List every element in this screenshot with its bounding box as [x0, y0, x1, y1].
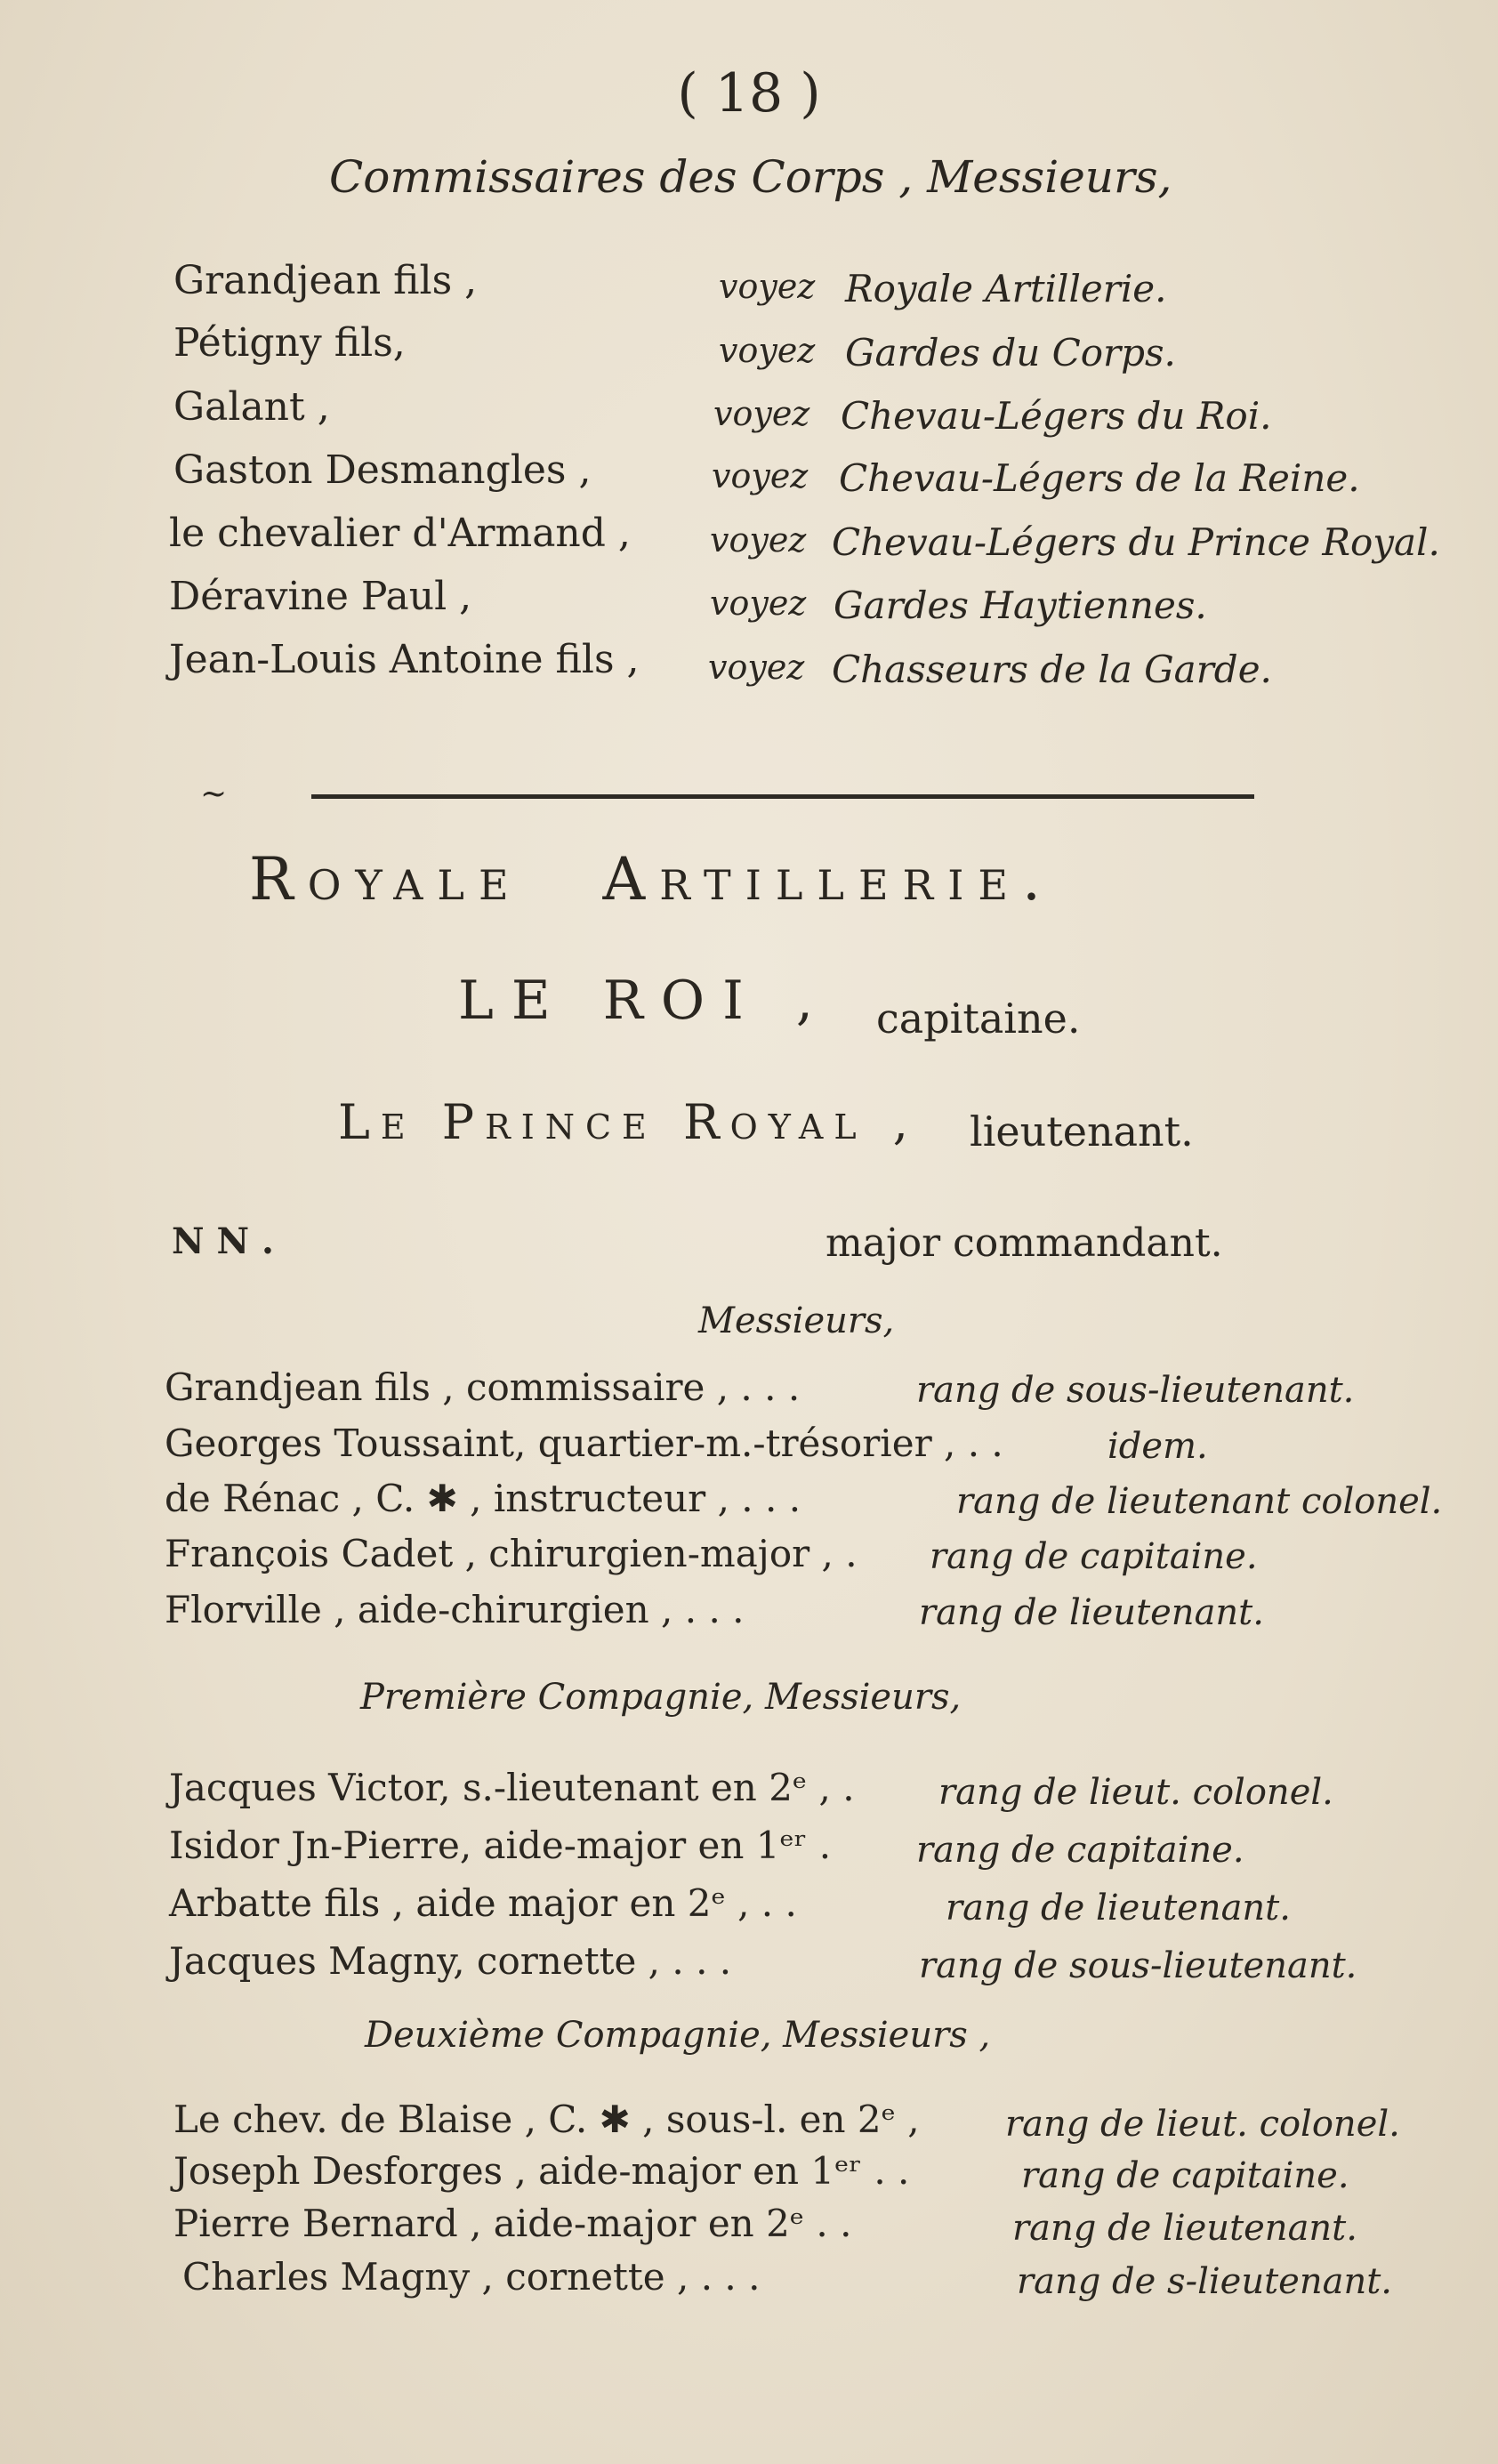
company-member-rank: rang de lieutenant. [1012, 2208, 1357, 2249]
page-number: ( 18 ) [677, 62, 821, 125]
voyez-label: voyez [719, 267, 816, 306]
section-title-part1: Royale [249, 845, 523, 914]
voyez-label: voyez [719, 331, 816, 370]
voyez-label: voyez [710, 584, 807, 623]
staff-entry: de Rénac , C. ✱ , instructeur , . . . [165, 1477, 801, 1520]
company-member-entry: Jacques Magny, cornette , . . . [169, 1939, 732, 1983]
section-divider [311, 794, 1254, 799]
commissioner-name: Jean-Louis Antoine fils , [169, 637, 640, 682]
staff-rank: rang de lieutenant. [919, 1592, 1264, 1633]
staff-entry: François Cadet , chirurgien-major , . [165, 1532, 858, 1575]
voyez-label: voyez [713, 394, 810, 433]
commissioner-name: le chevalier d'Armand , [169, 511, 631, 556]
major-role: major commandant. [826, 1220, 1223, 1266]
commissioner-name: Galant , [173, 384, 330, 430]
staff-heading: Messieurs, [698, 1300, 895, 1341]
commissioner-ref: Gardes Haytiennes. [834, 584, 1207, 627]
voyez-label: voyez [712, 456, 809, 495]
commissioner-ref: Royale Artillerie. [845, 267, 1167, 310]
commissioners-heading: Commissaires des Corps , Messieurs, [329, 151, 1172, 203]
company-member-entry: Jacques Victor, s.-lieutenant en 2ᵉ , . [169, 1766, 855, 1809]
lieutenant-name: Le Prince Royal , [338, 1094, 919, 1150]
rule-mark: ~ [200, 776, 228, 812]
company-member-rank: rang de lieutenant. [946, 1888, 1291, 1929]
voyez-label: voyez [710, 520, 807, 560]
company-member-rank: rang de s-lieutenant. [1017, 2261, 1393, 2302]
commissioner-name: Déravine Paul , [169, 574, 472, 619]
company-member-rank: rang de sous-lieutenant. [919, 1945, 1357, 1986]
company-member-entry: Isidor Jn-Pierre, aide-major en 1ᵉʳ . [169, 1824, 832, 1867]
staff-entry: Georges Toussaint, quartier-m.-trésorier , . . [165, 1421, 1003, 1465]
commissioner-ref: Chevau-Légers du Roi. [841, 394, 1272, 438]
company-member-entry: Charles Magny , cornette , . . . [182, 2255, 761, 2299]
company-member-entry: Joseph Desforges , aide-major en 1ᵉʳ . . [173, 2149, 910, 2193]
commissioner-ref: Gardes du Corps. [845, 331, 1176, 374]
lieutenant-role: lieutenant. [970, 1107, 1194, 1156]
section-title [249, 845, 1055, 914]
company-member-rank: rang de lieut. colonel. [1005, 2104, 1400, 2145]
commissioner-name: Grandjean fils , [173, 258, 478, 303]
commissioner-name: Gaston Desmangles , [173, 447, 592, 493]
company-member-rank: rang de capitaine. [916, 1830, 1244, 1871]
company-member-entry: Le chev. de Blaise , C. ✱ , sous-l. en 2ᵉ , [173, 2098, 920, 2141]
captain-role: capitaine. [876, 994, 1081, 1043]
company-member-rank: rang de capitaine. [1021, 2155, 1349, 2196]
company-heading: Première Compagnie, Messieurs, [360, 1677, 962, 1718]
commissioner-ref: Chasseurs de la Garde. [832, 648, 1272, 691]
company-member-entry: Pierre Bernard , aide-major en 2ᵉ . . [173, 2202, 852, 2245]
company-member-rank: rang de lieut. colonel. [938, 1772, 1333, 1813]
voyez-label: voyez [708, 648, 805, 687]
staff-entry: Grandjean fils , commissaire , . . . [165, 1365, 801, 1409]
staff-rank: rang de capitaine. [930, 1536, 1258, 1577]
commissioner-ref: Chevau-Légers du Prince Royal. [832, 520, 1440, 564]
commissioner-ref: Chevau-Légers de la Reine. [839, 456, 1360, 500]
staff-rank: rang de lieutenant colonel. [956, 1481, 1443, 1522]
staff-rank: idem. [1107, 1426, 1208, 1467]
major-name: N N . [172, 1220, 274, 1262]
company-heading: Deuxième Compagnie, Messieurs , [365, 2015, 991, 2056]
staff-rank: rang de sous-lieutenant. [916, 1370, 1355, 1411]
staff-entry: Florville , aide-chirurgien , . . . [165, 1588, 745, 1631]
section-title-part2: Artillerie. [602, 845, 1055, 914]
captain-name: LE ROI , [458, 970, 831, 1032]
company-member-entry: Arbatte fils , aide major en 2ᵉ , . . [169, 1881, 797, 1925]
commissioner-name: Pétigny fils, [173, 320, 406, 366]
